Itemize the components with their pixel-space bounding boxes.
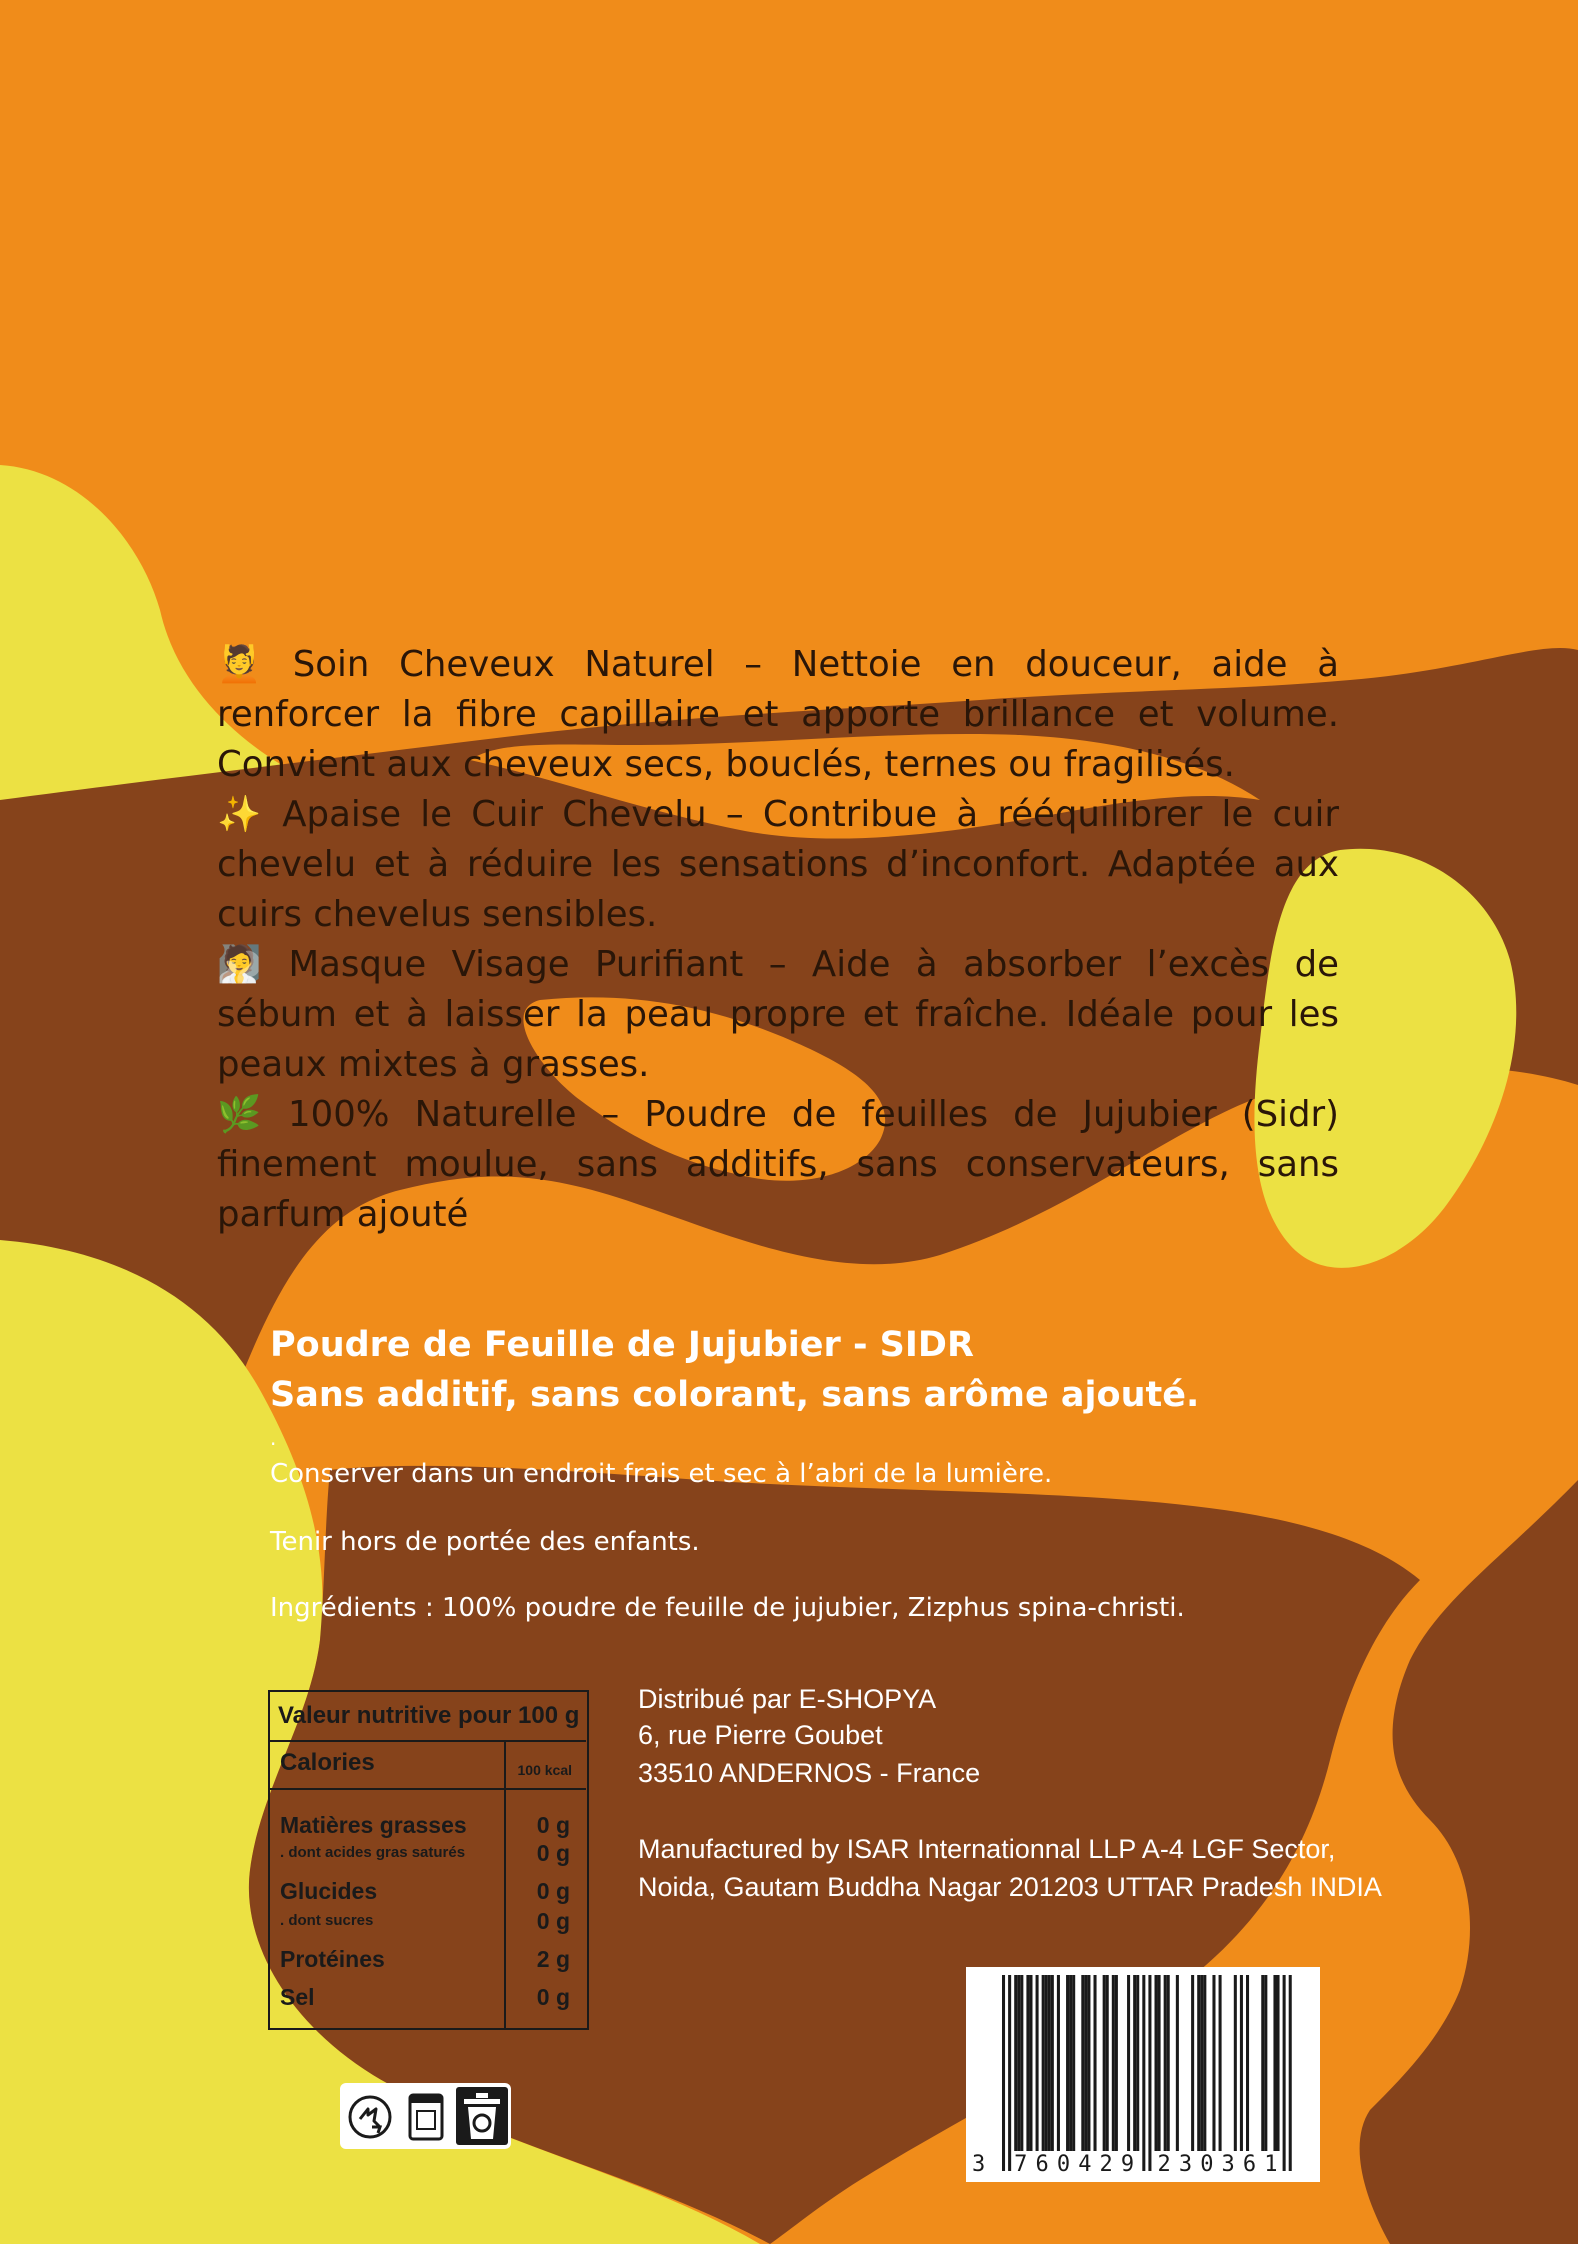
barcode-digit: 6 (1242, 2152, 1257, 2177)
barcode-bar (1289, 1975, 1292, 2171)
manufacturer-line-1: Manufactured by ISAR Internationnal LLP A-4 LGF Sector, (638, 1834, 1336, 1864)
nutrition-row-value: 0 g (536, 1878, 570, 1904)
nutrition-row-label: Matières grasses (280, 1812, 467, 1838)
nutrition-row-value: 0 g (536, 1984, 570, 2010)
barcode-number (966, 2150, 1320, 2180)
distributor-line-2: 6, rue Pierre Goubet (638, 1720, 883, 1750)
barcode-bar (1036, 1975, 1039, 2151)
pouch-sorting-icon (400, 2087, 452, 2145)
nutrition-row-value: 0 g (536, 1908, 570, 1934)
barcode-bar (1264, 1975, 1267, 2151)
barcode-bar (1103, 1975, 1106, 2151)
barcode-digit: 0 (1200, 2152, 1214, 2177)
barcode-bar (1158, 1975, 1161, 2151)
nutrition-row-label: Protéines (280, 1946, 385, 1972)
barcode-bar (1155, 1975, 1158, 2151)
woman-getting-massage-icon: 💆 (217, 644, 262, 685)
barcode-bar (1081, 1975, 1084, 2151)
nutrition-row-value: 0 g (536, 1812, 570, 1838)
herb-icon: 🌿 (217, 1094, 262, 1135)
nutrition-row-value: 0 g (536, 1840, 570, 1866)
barcode-bar (1127, 1975, 1130, 2151)
barcode-bar (1069, 1975, 1072, 2151)
barcode-bar (1072, 1975, 1075, 2151)
barcode-bar (1133, 1975, 1136, 2151)
nutrition-row-value: 2 g (536, 1946, 570, 1972)
barcode-bar (1017, 1975, 1020, 2151)
barcode-bar (1261, 1975, 1264, 2151)
barcode-digit: 2 (1157, 2152, 1171, 2177)
ingredients-text: Ingrédients : 100% poudre de feuille de jujubier, Zizphus spina-christi. (270, 1593, 1185, 1623)
woman-in-steam-room-icon: 🧖 (217, 944, 262, 985)
barcode-bar (1045, 1975, 1048, 2151)
barcode-bar (1212, 1975, 1215, 2151)
benefit-natural-text: 100% Naturelle – Poudre de feuilles de Jujubier (Sidr) finement moulue, sans additifs, sans conservateurs, sans parfum ajouté (217, 1094, 1339, 1235)
calories-value: 100 kcal (517, 1762, 572, 1778)
barcode-digit: 1 (1264, 2152, 1278, 2177)
barcode-bar (1240, 1975, 1243, 2151)
nutrition-row-label: . dont acides gras saturés (280, 1844, 466, 1861)
nutrition-table (268, 1690, 589, 2030)
barcode-bar (1136, 1975, 1139, 2151)
benefit-scalp-text: Apaise le Cuir Chevelu – Contribue à rééquilibrer le cuir chevelu et à réduire les sensations d’inconfort. Adaptée aux cuirs chevelus sensibles. (217, 794, 1339, 935)
barcode-bar (1094, 1975, 1097, 2151)
barcode-bar (1191, 1975, 1194, 2151)
manufacturer-line-2: Noida, Gautam Buddha Nagar 201203 UTTAR Pradesh INDIA (638, 1872, 1382, 1902)
barcode-bar (1176, 1975, 1179, 2151)
barcode-digit: 3 (1178, 2152, 1193, 2177)
barcode-bar (1029, 1975, 1032, 2151)
barcode-bar (1234, 1975, 1237, 2151)
barcode-digit: 4 (1078, 2152, 1092, 2177)
barcode-bar (1020, 1975, 1023, 2151)
stray-dot: . (270, 1426, 277, 1450)
benefit-hair-care-text: Soin Cheveux Naturel – Nettoie en douceur, aide à renforcer la fibre capillaire et apporte brillance et volume. Convient aux cheveux secs, bouclés, ternes ou fragilisés. (217, 644, 1339, 785)
barcode-bar (1219, 1975, 1222, 2151)
distributor-line-1: Distribué par E-SHOPYA (638, 1684, 937, 1714)
nutrition-header-label: Valeur nutritive pour 100 g (278, 1702, 580, 1729)
benefit-face-mask (217, 940, 1339, 1090)
barcode-bar (1167, 1975, 1170, 2151)
product-claim: Sans additif, sans colorant, sans arôme ajouté. (270, 1375, 1200, 1415)
barcode-bar (1026, 1975, 1029, 2151)
barcode-bar (1014, 1975, 1017, 2151)
barcode-bar (1200, 1975, 1203, 2151)
nutrition-row-label: Glucides (280, 1878, 378, 1904)
barcode-digit: 0 (1056, 2152, 1071, 2177)
benefit-face-mask-text: Masque Visage Purifiant – Aide à absorber l’excès de sébum et à laisser la peau propre et fraîche. Idéale pour les peaux mixtes à grasses. (217, 944, 1339, 1085)
barcode-bar (1164, 1975, 1167, 2151)
nutrition-row-label: . dont sucres (280, 1912, 374, 1929)
benefit-hair-care (217, 640, 1339, 790)
barcode-bar (1246, 1975, 1249, 2151)
divider (270, 1788, 586, 1790)
barcode-bar (1273, 1975, 1276, 2151)
storage-text: Conserver dans un endroit frais et sec à l’abri de la lumière. (270, 1459, 1053, 1489)
barcode-bar (1148, 1975, 1151, 2171)
divider (270, 1740, 586, 1742)
column-divider (504, 1740, 506, 2028)
sparkles-icon: ✨ (217, 794, 262, 835)
barcode-bar (1002, 1975, 1005, 2171)
barcode-bar (1283, 1975, 1286, 2171)
barcode-bar (1087, 1975, 1090, 2151)
barcode-digit: 9 (1120, 2152, 1135, 2177)
barcode-bar (1277, 1975, 1280, 2151)
barcode-digit: 6 (1035, 2152, 1049, 2177)
barcode-digit: 2 (1099, 2152, 1113, 2177)
benefit-scalp (217, 790, 1339, 940)
barcode-bar (1112, 1975, 1115, 2151)
barcode (966, 1967, 1320, 2182)
warning-text: Tenir hors de portée des enfants. (270, 1527, 700, 1557)
product-heading (270, 1320, 1199, 1420)
barcode-bar (1197, 1975, 1200, 2151)
barcode-bar (1008, 1975, 1011, 2171)
barcode-bar (1051, 1975, 1054, 2151)
nutrition-row-label: Sel (280, 1984, 315, 2010)
trash-bin-icon (456, 2087, 508, 2145)
calories-label: Calories (280, 1749, 375, 1776)
barcode-bar (1203, 1975, 1206, 2151)
product-name: Poudre de Feuille de Jujubier - SIDR (270, 1325, 974, 1365)
recycling-logos (340, 2083, 511, 2149)
barcode-bar (1106, 1975, 1109, 2151)
benefit-natural (217, 1090, 1339, 1240)
description-block (217, 640, 1339, 1240)
triman-icon (344, 2087, 396, 2145)
barcode-bar (1115, 1975, 1118, 2151)
barcode-digit: 7 (1014, 2152, 1028, 2177)
barcode-digit: 3 (972, 2152, 986, 2177)
barcode-bar (1057, 1975, 1060, 2151)
barcode-bar (1048, 1975, 1051, 2151)
barcode-bar (1084, 1975, 1087, 2151)
barcode-bar (1066, 1975, 1069, 2151)
distributor-line-3: 33510 ANDERNOS - France (638, 1758, 981, 1788)
barcode-bar (1142, 1975, 1145, 2171)
barcode-digit: 3 (1221, 2152, 1235, 2177)
barcode-bar (1042, 1975, 1045, 2151)
